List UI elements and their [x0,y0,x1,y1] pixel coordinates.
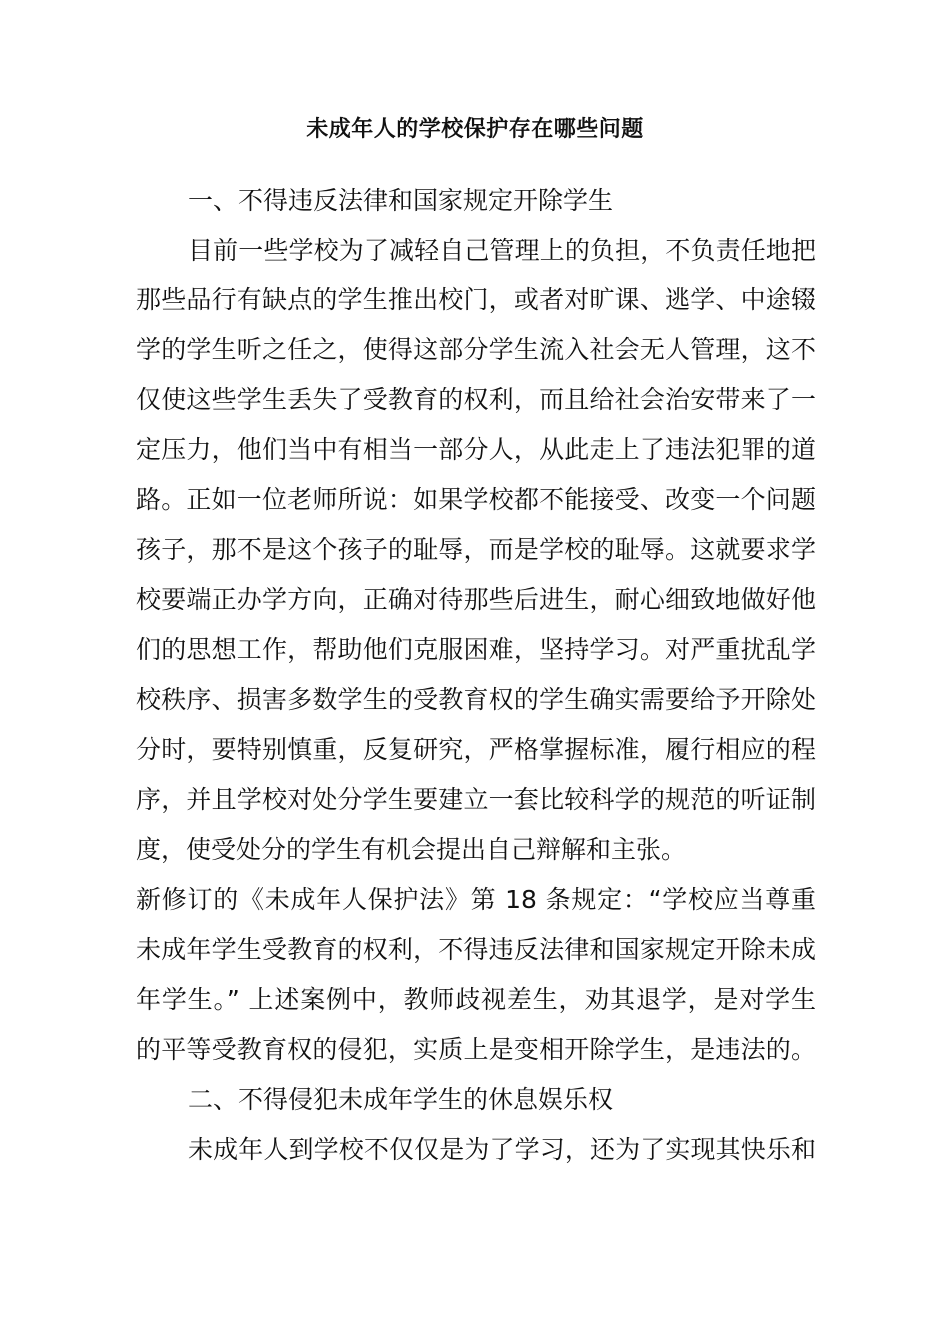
paragraph-line: 新修订的《未成年人保护法》第 18 条规定：“学校应当尊重 [136,885,816,914]
paragraph-line: 未成年学生受教育的权利，不得违反法律和国家规定开除未成 [136,935,816,964]
paragraph-line: 仅使这些学生丢失了受教育的权利，而且给社会治安带来了一 [136,385,816,414]
paragraph-line: 度，使受处分的学生有机会提出自己辩解和主张。 [136,835,687,864]
document-title: 未成年人的学校保护存在哪些问题 [306,117,644,142]
paragraph-line: 校要端正办学方向，正确对待那些后进生，耐心细致地做好他 [136,585,816,614]
paragraph-line: 未成年人到学校不仅仅是为了学习，还为了实现其快乐和 [188,1135,816,1164]
paragraph-line: 那些品行有缺点的学生推出校门，或者对旷课、逃学、中途辍 [136,285,816,314]
paragraph-line: 年学生。” 上述案例中，教师歧视差生，劝其退学，是对学生 [136,985,816,1014]
paragraph-line: 分时，要特别慎重，反复研究，严格掌握标准，履行相应的程 [136,735,816,764]
paragraph-line: 序，并且学校对处分学生要建立一套比较科学的规范的听证制 [136,785,816,814]
paragraph-line: 的平等受教育权的侵犯，实质上是变相开除学生，是违法的。 [136,1035,816,1064]
paragraph-line: 路。正如一位老师所说：如果学校都不能接受、改变一个问题 [136,485,816,514]
paragraph-line: 校秩序、损害多数学生的受教育权的学生确实需要给予开除处 [136,685,816,714]
paragraph-line: 学的学生听之任之，使得这部分学生流入社会无人管理，这不 [136,335,816,364]
section-heading-2: 二、不得侵犯未成年学生的休息娱乐权 [188,1085,614,1114]
section-heading-1: 一、不得违反法律和国家规定开除学生 [188,186,614,215]
paragraph-line: 定压力，他们当中有相当一部分人，从此走上了违法犯罪的道 [136,435,816,464]
paragraph-line: 目前一些学校为了减轻自己管理上的负担，不负责任地把 [188,236,816,265]
paragraph-line: 孩子，那不是这个孩子的耻辱，而是学校的耻辱。这就要求学 [136,535,816,564]
paragraph-line: 们的思想工作，帮助他们克服困难，坚持学习。对严重扰乱学 [136,635,816,664]
